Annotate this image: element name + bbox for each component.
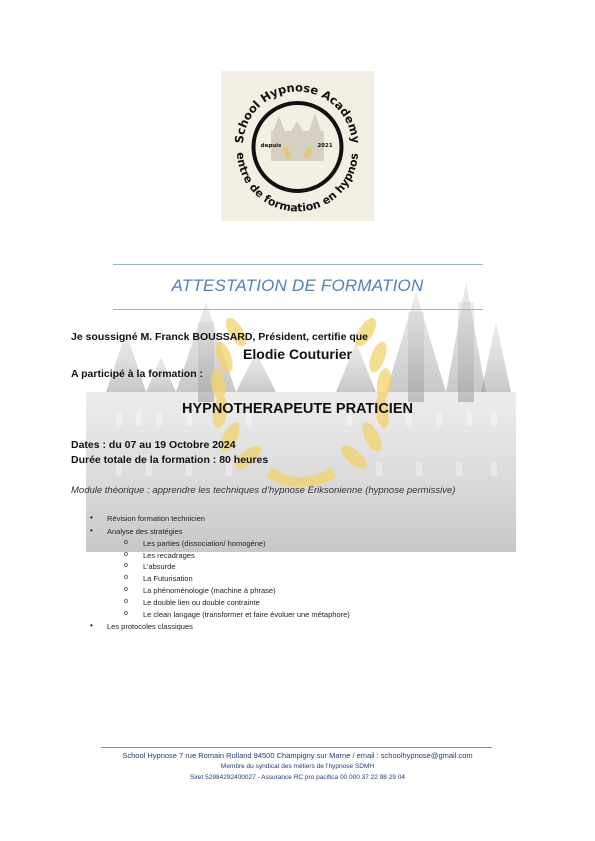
sub-list-bullet: o — [124, 562, 128, 569]
sub-list-bullet: o — [124, 598, 128, 605]
sub-list-item: Les recadrages — [143, 551, 195, 560]
footer-membership: Membre du syndicat des métiers de l’hypnose SDMH — [220, 763, 375, 770]
training-dates: Dates : du 07 au 19 Octobre 2024 — [71, 439, 236, 451]
footer-address: School Hypnose 7 rue Romain Rolland 94500 Champigny sur Marne / email : schoolhypnose@gmail.com — [122, 751, 473, 760]
sub-list-bullet: o — [124, 574, 128, 581]
training-duration: Durée totale de la formation : 80 heures — [71, 454, 269, 466]
participation-label: A participé à la formation : — [71, 368, 204, 380]
list-item: Révision formation technicien — [107, 514, 205, 523]
sub-list-item: Les parties (dissociation/ homogène) — [143, 539, 266, 548]
list-bullet: • — [90, 513, 93, 522]
list-item: Analyse des stratégies — [107, 527, 183, 536]
list-bullet: • — [90, 621, 93, 630]
footer-rule — [101, 747, 492, 748]
list-item: Les protocoles classiques — [107, 622, 193, 631]
sub-list-bullet: o — [124, 586, 128, 593]
school-logo — [221, 71, 374, 221]
sub-list-item: Le clean langage (transformer et faire évoluer une métaphore) — [143, 610, 350, 619]
title-rule-bottom — [113, 309, 483, 310]
trainee-name: Elodie Couturier — [243, 346, 352, 362]
sub-list-item: La phénoménologie (machine à phrase) — [143, 586, 276, 595]
sub-list-item: La Futurisation — [143, 574, 193, 583]
sub-list-item: Le double lien ou double contrainte — [143, 598, 260, 607]
logo-since-label: depuis — [260, 143, 282, 149]
title-rule-top — [113, 264, 483, 265]
page-title: ATTESTATION DE FORMATION — [171, 276, 424, 295]
sub-list-item: L’absurde — [143, 562, 176, 571]
logo-arc-bottom: entre de formation en hypnos — [233, 151, 362, 215]
sub-list-bullet: o — [124, 539, 128, 546]
sub-list-bullet: o — [124, 610, 128, 617]
certify-statement: Je soussigné M. Franck BOUSSARD, Président, certifie que — [71, 331, 368, 343]
list-bullet: • — [90, 526, 93, 535]
logo-year-label: 2021 — [317, 143, 333, 149]
module-description: Module théorique : apprendre les techniques d’hypnose Eriksonienne (hypnose permissive) — [71, 485, 456, 496]
sub-list-bullet: o — [124, 551, 128, 558]
course-name: HYPNOTHERAPEUTE PRATICIEN — [182, 401, 413, 417]
logo-emblem — [221, 71, 374, 221]
footer-registration: Siret 52984292400027 - Assurance RC pro pacifica 00 000 37 22 98 29 04 — [189, 774, 405, 781]
logo-arc-top: School Hypnose Academy — [231, 80, 364, 145]
